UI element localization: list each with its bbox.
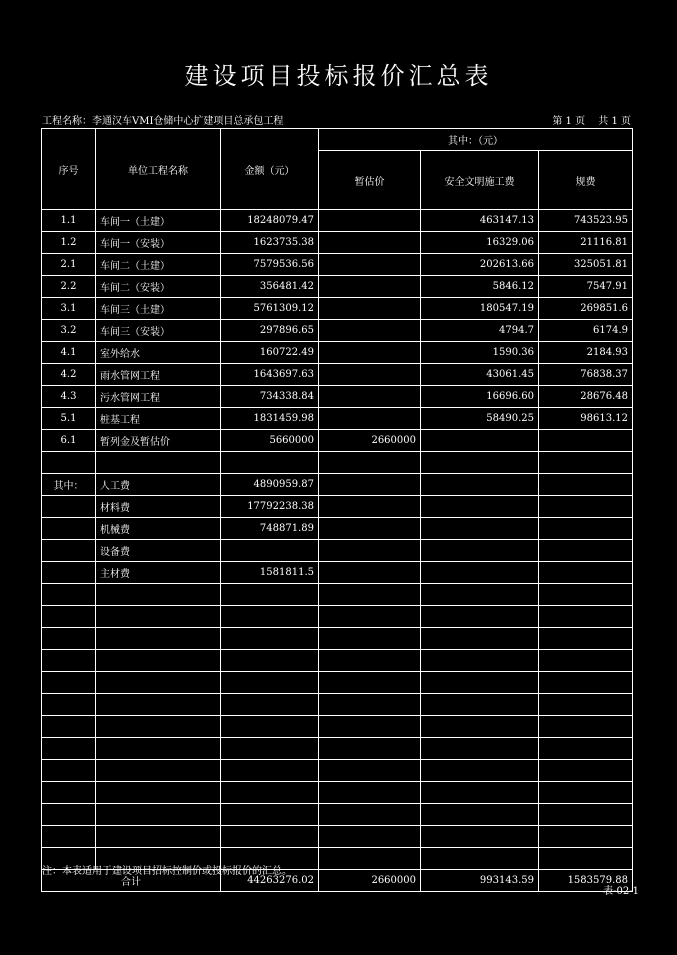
row-seq: 3.2 bbox=[42, 320, 96, 342]
empty-cell bbox=[221, 606, 319, 628]
row-amount: 1623735.38 bbox=[221, 232, 319, 254]
breakdown-name: 材料费 bbox=[96, 496, 221, 518]
table-row bbox=[42, 408, 633, 430]
page-title: 建设项目投标报价汇总表 bbox=[184, 62, 493, 90]
row-fees: 28676.48 bbox=[539, 386, 633, 408]
row-seq: 1.2 bbox=[42, 232, 96, 254]
empty-cell bbox=[539, 738, 633, 760]
breakdown-row bbox=[42, 474, 633, 496]
breakdown-amount: 1581811.5 bbox=[221, 562, 319, 584]
header-provisional: 暂估价 bbox=[319, 151, 421, 210]
row-amount: 356481.42 bbox=[221, 276, 319, 298]
row-name: 室外给水 bbox=[96, 342, 221, 364]
empty-cell bbox=[421, 738, 539, 760]
row-safety: 463147.13 bbox=[421, 210, 539, 232]
empty-cell bbox=[42, 628, 96, 650]
empty-cell bbox=[221, 650, 319, 672]
empty-cell bbox=[221, 826, 319, 848]
table-row-empty bbox=[42, 584, 633, 606]
empty-cell bbox=[421, 562, 539, 584]
row-safety bbox=[421, 430, 539, 452]
row-fees: 6174.9 bbox=[539, 320, 633, 342]
empty-cell bbox=[539, 826, 633, 848]
row-amount: 160722.49 bbox=[221, 342, 319, 364]
empty-cell bbox=[221, 738, 319, 760]
row-provisional bbox=[319, 254, 421, 276]
breakdown-row bbox=[42, 540, 633, 562]
row-safety: 1590.36 bbox=[421, 342, 539, 364]
page-number: 第 1 页 bbox=[552, 116, 586, 127]
empty-cell bbox=[319, 826, 421, 848]
table-body bbox=[42, 210, 633, 892]
breakdown-row bbox=[42, 562, 633, 584]
empty-cell bbox=[319, 782, 421, 804]
row-amount: 1643697.63 bbox=[221, 364, 319, 386]
empty-cell bbox=[42, 650, 96, 672]
empty-cell bbox=[42, 584, 96, 606]
row-provisional bbox=[319, 386, 421, 408]
row-fees: 98613.12 bbox=[539, 408, 633, 430]
empty-cell bbox=[96, 452, 221, 474]
row-fees: 76838.37 bbox=[539, 364, 633, 386]
row-name: 污水管网工程 bbox=[96, 386, 221, 408]
table-row-empty bbox=[42, 782, 633, 804]
empty-cell bbox=[421, 452, 539, 474]
total-amount: 44263276.02 bbox=[221, 870, 319, 892]
table-row bbox=[42, 342, 633, 364]
empty-cell bbox=[421, 716, 539, 738]
project-name: 李通汉车VMI仓储中心扩建项目总承包工程 bbox=[92, 116, 284, 127]
empty-cell bbox=[539, 496, 633, 518]
empty-cell bbox=[319, 540, 421, 562]
empty-cell bbox=[96, 738, 221, 760]
row-provisional bbox=[319, 320, 421, 342]
empty-cell bbox=[221, 628, 319, 650]
row-amount: 5660000 bbox=[221, 430, 319, 452]
row-provisional bbox=[319, 276, 421, 298]
table-row-empty bbox=[42, 716, 633, 738]
empty-cell bbox=[421, 848, 539, 870]
row-provisional bbox=[319, 408, 421, 430]
empty-cell bbox=[319, 474, 421, 496]
empty-cell bbox=[96, 628, 221, 650]
row-seq: 1.1 bbox=[42, 210, 96, 232]
row-provisional bbox=[319, 298, 421, 320]
header-safety: 安全文明施工费 bbox=[421, 151, 539, 210]
empty-cell bbox=[319, 452, 421, 474]
table-row bbox=[42, 254, 633, 276]
empty-cell bbox=[421, 584, 539, 606]
row-amount: 734338.84 bbox=[221, 386, 319, 408]
table-row-empty bbox=[42, 672, 633, 694]
row-provisional bbox=[319, 342, 421, 364]
empty-cell bbox=[221, 584, 319, 606]
empty-cell bbox=[221, 672, 319, 694]
row-provisional bbox=[319, 210, 421, 232]
breakdown-label bbox=[42, 518, 96, 540]
empty-cell bbox=[539, 474, 633, 496]
table-row bbox=[42, 276, 633, 298]
breakdown-amount: 4890959.87 bbox=[221, 474, 319, 496]
breakdown-row bbox=[42, 496, 633, 518]
empty-cell bbox=[42, 452, 96, 474]
empty-cell bbox=[221, 452, 319, 474]
empty-cell bbox=[421, 496, 539, 518]
empty-cell bbox=[539, 562, 633, 584]
table-row bbox=[42, 210, 633, 232]
header-fees: 规费 bbox=[539, 151, 633, 210]
row-provisional bbox=[319, 232, 421, 254]
row-amount: 7579536.56 bbox=[221, 254, 319, 276]
table-row-empty bbox=[42, 650, 633, 672]
header-of-which: 其中：（元） bbox=[319, 129, 633, 151]
row-safety: 180547.19 bbox=[421, 298, 539, 320]
empty-cell bbox=[319, 606, 421, 628]
empty-cell bbox=[539, 540, 633, 562]
empty-cell bbox=[319, 716, 421, 738]
breakdown-amount: 748871.89 bbox=[221, 518, 319, 540]
table-row bbox=[42, 386, 633, 408]
table-row-empty bbox=[42, 804, 633, 826]
breakdown-name: 设备费 bbox=[96, 540, 221, 562]
row-fees: 2184.93 bbox=[539, 342, 633, 364]
table-row-empty bbox=[42, 826, 633, 848]
empty-cell bbox=[319, 584, 421, 606]
row-fees: 7547.91 bbox=[539, 276, 633, 298]
row-fees: 325051.81 bbox=[539, 254, 633, 276]
empty-cell bbox=[319, 804, 421, 826]
empty-cell bbox=[319, 650, 421, 672]
table-row-empty bbox=[42, 452, 633, 474]
row-fees bbox=[539, 430, 633, 452]
breakdown-name: 主材费 bbox=[96, 562, 221, 584]
empty-cell bbox=[221, 694, 319, 716]
empty-cell bbox=[319, 848, 421, 870]
row-seq: 4.2 bbox=[42, 364, 96, 386]
empty-cell bbox=[421, 694, 539, 716]
breakdown-amount bbox=[221, 540, 319, 562]
row-fees: 743523.95 bbox=[539, 210, 633, 232]
empty-cell bbox=[421, 650, 539, 672]
total-safety: 993143.59 bbox=[421, 870, 539, 892]
total-fees: 1583579.88 bbox=[539, 870, 633, 892]
table-row bbox=[42, 298, 633, 320]
project-line bbox=[42, 112, 283, 127]
empty-cell bbox=[42, 694, 96, 716]
row-provisional: 2660000 bbox=[319, 430, 421, 452]
table-row-empty bbox=[42, 628, 633, 650]
breakdown-amount: 17792238.38 bbox=[221, 496, 319, 518]
row-safety: 16329.06 bbox=[421, 232, 539, 254]
empty-cell bbox=[421, 518, 539, 540]
empty-cell bbox=[421, 804, 539, 826]
table-row-empty bbox=[42, 606, 633, 628]
empty-cell bbox=[319, 496, 421, 518]
header-amount: 金额（元） bbox=[221, 129, 319, 210]
empty-cell bbox=[539, 716, 633, 738]
empty-cell bbox=[319, 628, 421, 650]
page-info bbox=[542, 112, 631, 127]
footnote: 注：本表适用于建设项目招标控制价或投标报价的汇总。 bbox=[42, 866, 292, 877]
row-seq: 2.1 bbox=[42, 254, 96, 276]
empty-cell bbox=[96, 672, 221, 694]
page-code: 表-02-1 bbox=[603, 886, 639, 897]
total-label: 合计 bbox=[42, 870, 221, 892]
empty-cell bbox=[539, 452, 633, 474]
empty-cell bbox=[96, 694, 221, 716]
project-label: 工程名称： bbox=[42, 116, 92, 127]
total-provisional: 2660000 bbox=[319, 870, 421, 892]
row-seq: 3.1 bbox=[42, 298, 96, 320]
empty-cell bbox=[319, 518, 421, 540]
breakdown-name: 机械费 bbox=[96, 518, 221, 540]
row-seq: 6.1 bbox=[42, 430, 96, 452]
empty-cell bbox=[421, 474, 539, 496]
row-seq: 5.1 bbox=[42, 408, 96, 430]
breakdown-row bbox=[42, 518, 633, 540]
row-name: 车间二（安装） bbox=[96, 276, 221, 298]
header-seq: 序号 bbox=[42, 129, 96, 210]
row-safety: 16696.60 bbox=[421, 386, 539, 408]
empty-cell bbox=[539, 694, 633, 716]
row-safety: 43061.45 bbox=[421, 364, 539, 386]
empty-cell bbox=[421, 606, 539, 628]
row-name: 桩基工程 bbox=[96, 408, 221, 430]
empty-cell bbox=[96, 804, 221, 826]
row-name: 暂列金及暂估价 bbox=[96, 430, 221, 452]
row-name: 车间三（安装） bbox=[96, 320, 221, 342]
empty-cell bbox=[42, 716, 96, 738]
row-seq: 2.2 bbox=[42, 276, 96, 298]
empty-cell bbox=[96, 760, 221, 782]
row-amount: 1831459.98 bbox=[221, 408, 319, 430]
table-row-empty bbox=[42, 760, 633, 782]
empty-cell bbox=[42, 782, 96, 804]
row-name: 车间一（土建） bbox=[96, 210, 221, 232]
row-name: 车间一（安装） bbox=[96, 232, 221, 254]
table-row bbox=[42, 320, 633, 342]
empty-cell bbox=[421, 782, 539, 804]
empty-cell bbox=[539, 650, 633, 672]
empty-cell bbox=[421, 760, 539, 782]
empty-cell bbox=[42, 804, 96, 826]
page-total: 共 1 页 bbox=[598, 116, 631, 127]
empty-cell bbox=[42, 826, 96, 848]
empty-cell bbox=[96, 584, 221, 606]
row-fees: 269851.6 bbox=[539, 298, 633, 320]
empty-cell bbox=[96, 782, 221, 804]
empty-cell bbox=[539, 584, 633, 606]
breakdown-label: 其中： bbox=[42, 474, 96, 496]
empty-cell bbox=[96, 606, 221, 628]
empty-cell bbox=[319, 672, 421, 694]
empty-cell bbox=[421, 540, 539, 562]
empty-cell bbox=[421, 628, 539, 650]
empty-cell bbox=[539, 804, 633, 826]
breakdown-name: 人工费 bbox=[96, 474, 221, 496]
row-seq: 4.1 bbox=[42, 342, 96, 364]
empty-cell bbox=[96, 826, 221, 848]
row-amount: 297896.65 bbox=[221, 320, 319, 342]
empty-cell bbox=[221, 804, 319, 826]
breakdown-label bbox=[42, 540, 96, 562]
empty-cell bbox=[319, 562, 421, 584]
table-row-empty bbox=[42, 694, 633, 716]
empty-cell bbox=[42, 738, 96, 760]
empty-cell bbox=[96, 716, 221, 738]
row-safety: 58490.25 bbox=[421, 408, 539, 430]
row-name: 车间三（土建） bbox=[96, 298, 221, 320]
empty-cell bbox=[539, 848, 633, 870]
table-row bbox=[42, 232, 633, 254]
empty-cell bbox=[221, 782, 319, 804]
empty-cell bbox=[319, 694, 421, 716]
empty-cell bbox=[539, 518, 633, 540]
summary-table bbox=[41, 128, 633, 892]
empty-cell bbox=[539, 760, 633, 782]
row-provisional bbox=[319, 364, 421, 386]
empty-cell bbox=[539, 782, 633, 804]
empty-cell bbox=[319, 738, 421, 760]
empty-cell bbox=[539, 606, 633, 628]
row-seq: 4.3 bbox=[42, 386, 96, 408]
empty-cell bbox=[421, 826, 539, 848]
empty-cell bbox=[96, 650, 221, 672]
empty-cell bbox=[42, 606, 96, 628]
row-safety: 4794.7 bbox=[421, 320, 539, 342]
row-amount: 5761309.12 bbox=[221, 298, 319, 320]
empty-cell bbox=[42, 672, 96, 694]
empty-cell bbox=[539, 672, 633, 694]
empty-cell bbox=[221, 716, 319, 738]
table-row-empty bbox=[42, 738, 633, 760]
empty-cell bbox=[421, 672, 539, 694]
row-name: 车间二（土建） bbox=[96, 254, 221, 276]
table-row bbox=[42, 364, 633, 386]
empty-cell bbox=[319, 760, 421, 782]
row-name: 雨水管网工程 bbox=[96, 364, 221, 386]
breakdown-label bbox=[42, 562, 96, 584]
empty-cell bbox=[42, 760, 96, 782]
breakdown-label bbox=[42, 496, 96, 518]
table-row bbox=[42, 430, 633, 452]
row-safety: 202613.66 bbox=[421, 254, 539, 276]
header-name: 单位工程名称 bbox=[96, 129, 221, 210]
row-safety: 5846.12 bbox=[421, 276, 539, 298]
empty-cell bbox=[539, 628, 633, 650]
row-fees: 21116.81 bbox=[539, 232, 633, 254]
row-amount: 18248079.47 bbox=[221, 210, 319, 232]
empty-cell bbox=[221, 760, 319, 782]
